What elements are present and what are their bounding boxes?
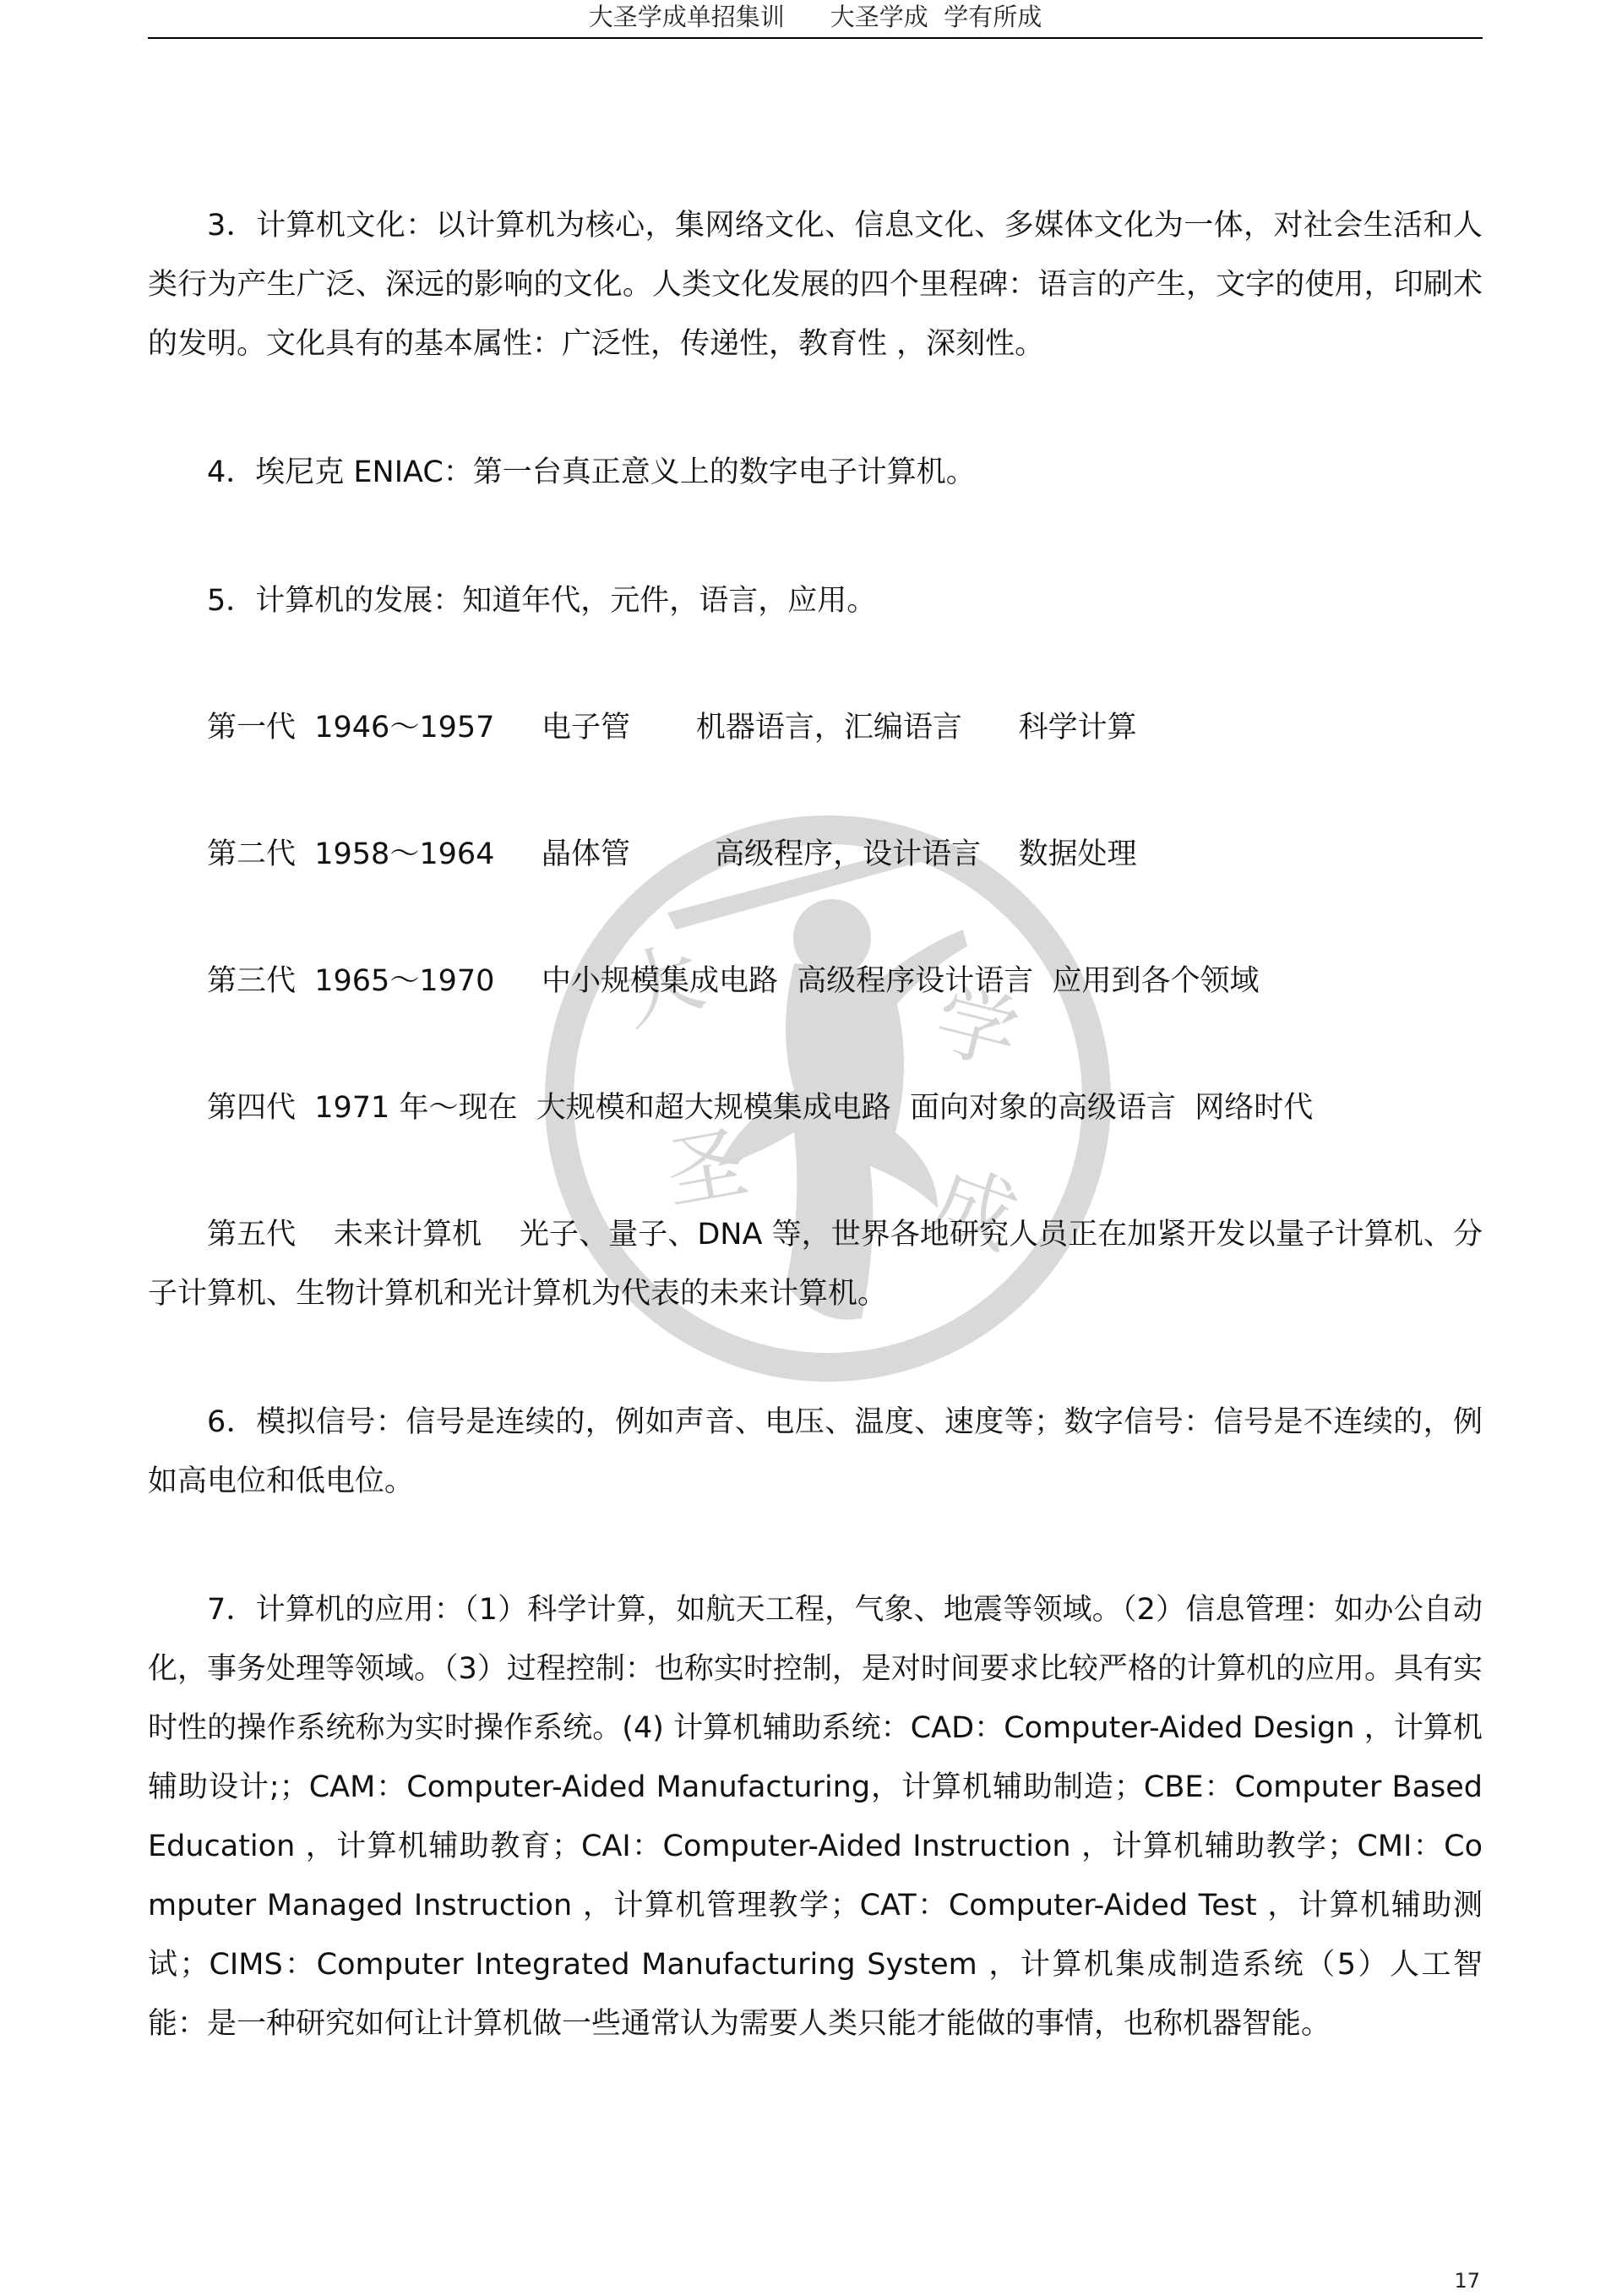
page-number: 17 [1454, 2269, 1480, 2293]
watermark-char-1: 大 [607, 928, 715, 1044]
paragraph-eniac: 4．埃尼克 ENIAC：第一台真正意义上的数字电子计算机。 [207, 455, 976, 489]
header-right-text: 大圣学成 学有所成 [830, 3, 1042, 31]
generation-row-3: 第三代 1965～1970 中小规模集成电路 高级程序设计语言 应用到各个领域 [207, 964, 1260, 998]
watermark-char-3: 学 [926, 972, 1028, 1084]
header-left-text: 大圣学成单招集训 [588, 3, 785, 31]
watermark-char-2: 圣 [658, 1115, 755, 1223]
paragraph-computer-development: 5．计算机的发展：知道年代，元件，语言，应用。 [207, 584, 877, 618]
generation-row-2: 第二代 1958～1964 晶体管 高级程序，设计语言 数据处理 [207, 837, 1137, 871]
generation-row-1: 第一代 1946～1957 电子管 机器语言，汇编语言 科学计算 [207, 711, 1137, 744]
generation-row-5: 第五代 未来计算机 光子、量子、DNA 等，世界各地研究人员正在加紧开发以量子计算机、分子计算机、生物计算机和光计算机为代表的未来计算机。 [148, 1218, 1483, 1311]
document-body [148, 196, 1493, 2053]
paragraph-signals: 6．模拟信号：信号是连续的，例如声音、电压、温度、速度等；数字信号：信号是不连续的，例如高电位和低电位。 [148, 1405, 1483, 1498]
generation-row-4: 第四代 1971 年～现在 大规模和超大规模集成电路 面向对象的高级语言 网络时代 [207, 1091, 1314, 1125]
paragraph-computer-applications: 7．计算机的应用：（1）科学计算，如航天工程，气象、地震等领域。（2）信息管理：如办公自动化，事务处理等领域。（3）过程控制：也称实时控制，是对时间要求比较严格的计算机的应用。具有实时性的操作系统称为实时操作系统。(4) 计算机辅助系统：CAD：Computer-Aided Design ，计算机辅助设计;；CAM：Computer-Aided Manufacturing，计算机辅助制造；CBE：Computer Based Education ，计算机辅助教育；CAI：Computer-Aided Instruction ，计算机辅助教学；CMI：Computer Managed Instruction ，计算机管理教学；CAT：Computer-Aided Test ，计算机辅助测试；CIMS：Computer Integrated Manufacturing System ，计算机集成制造系统（5）人工智能：是一种研究如何让计算机做一些通常认为需要人类只能才能做的事情，也称机器智能。 [148, 1593, 1493, 2041]
page-header [148, 0, 1483, 39]
watermark-char-4: 成 [920, 1150, 1030, 1268]
paragraph-computer-culture: 3．计算机文化：以计算机为核心，集网络文化、信息文化、多媒体文化为一体，对社会生活和人类行为产生广泛、深远的影响的文化。人类文化发展的四个里程碑：语言的产生，文字的使用，印刷术的发明。文化具有的基本属性：广泛性，传递性，教育性 ，深刻性。 [148, 209, 1483, 361]
